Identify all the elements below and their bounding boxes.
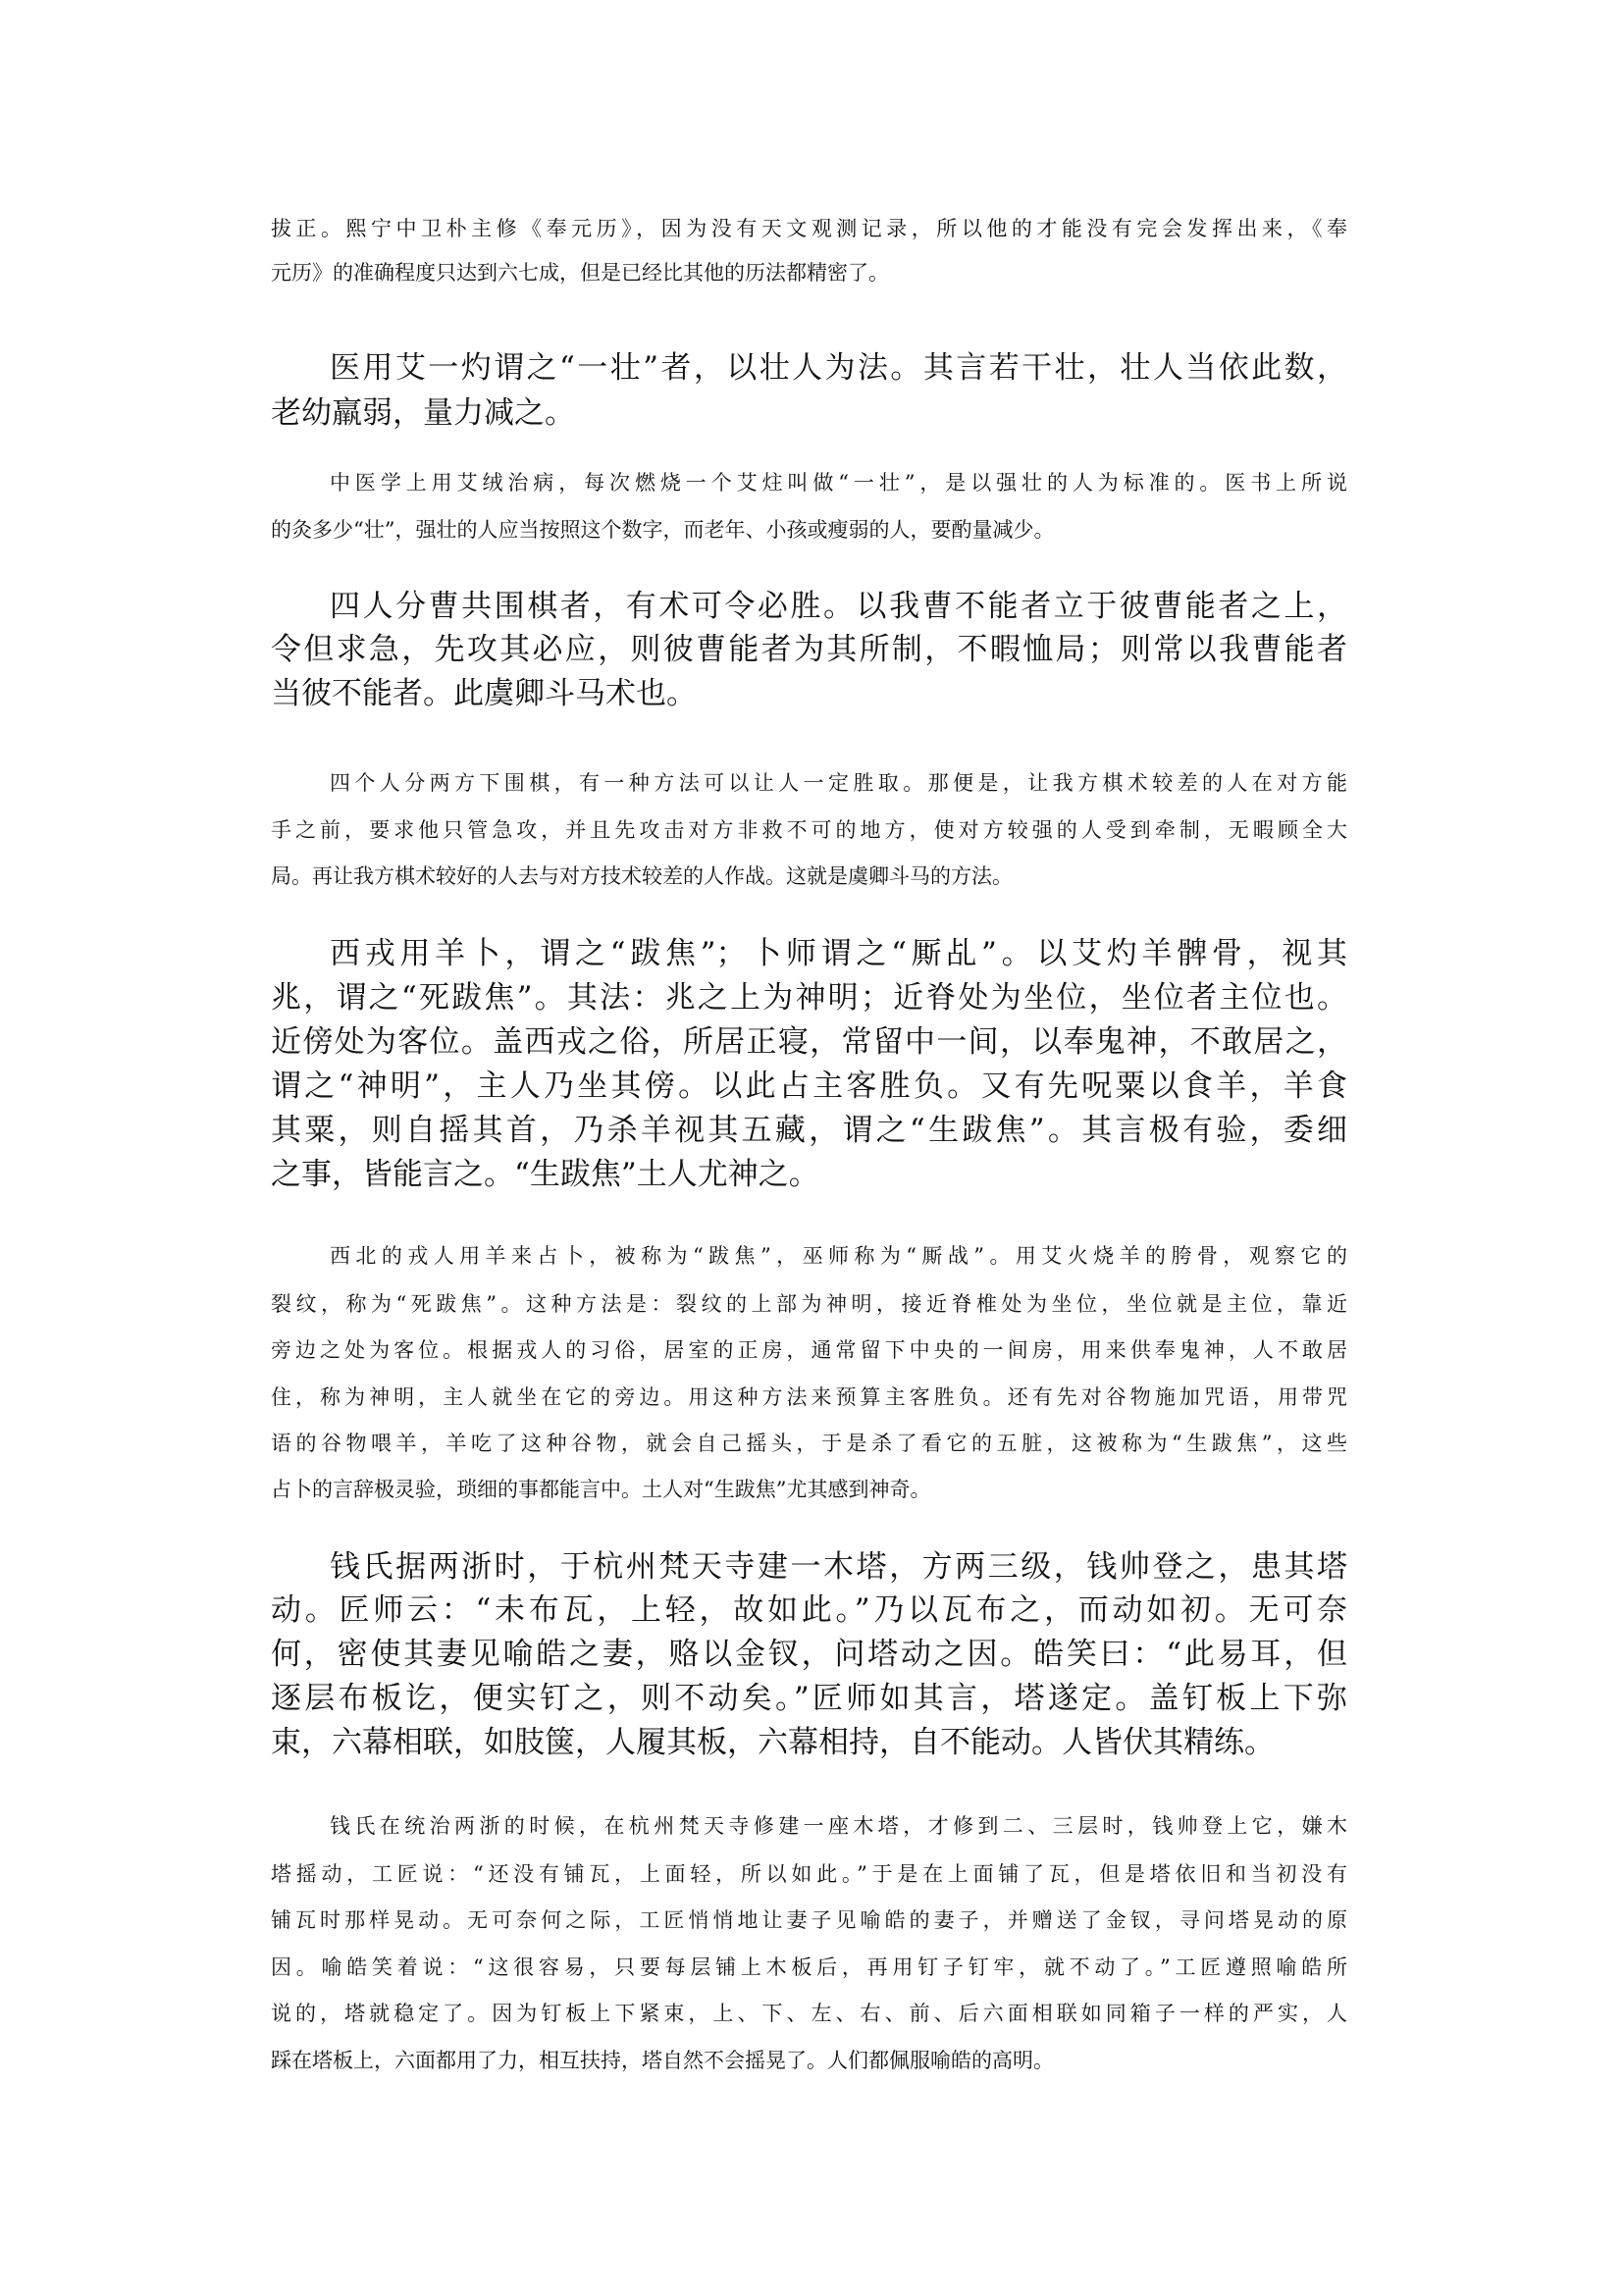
translation-text-line: 的灸多少“壮”，强壮的人应当按照这个数字，而老年、小孩或瘦弱的人，要酌量减少。: [271, 518, 1055, 542]
original-text-line: 西戎用羊卜，谓之“跋焦”；卜师谓之“厮乩”。以艾灼羊髀骨，视其: [330, 936, 1347, 971]
original-text-line: 何，密使其妻见喻皓之妻，赂以金钗，问塔动之因。皓笑曰：“此易耳，但: [271, 1637, 1347, 1672]
original-text-line: 令但求急，先攻其必应，则彼曹能者为其所制，不暇恤局；则常以我曹能者: [271, 632, 1347, 667]
original-text-line: 谓之“神明”，主人乃坐其傍。以此占主客胜负。又有先呪粟以食羊，羊食: [271, 1069, 1347, 1104]
original-text-line: 医用艾一灼谓之“一壮”者，以壮人为法。其言若干壮，壮人当依此数，: [330, 350, 1347, 386]
translation-text-line: 住，称为神明，主人就坐在它的旁边。用这种方法来预算主客胜负。还有先对谷物施加咒语，用带咒: [271, 1385, 1347, 1409]
original-text-line: 老幼羸弱，量力减之。: [271, 395, 575, 431]
translation-text-line: 塔摇动，工匠说：“还没有铺瓦，上面轻，所以如此。”于是在上面铺了瓦，但是塔依旧和当初没有: [271, 1862, 1347, 1886]
translation-text-line: 裂纹，称为“死跋焦”。这种方法是：裂纹的上部为神明，接近脊椎处为坐位，坐位就是主位，靠近: [271, 1292, 1347, 1316]
translation-text-line: 西北的戎人用羊来占卜，被称为“跋焦”，巫师称为“厮战”。用艾火烧羊的胯骨，观察它的: [330, 1244, 1347, 1268]
translation-text-line: 说的，塔就稳定了。因为钉板上下紧束，上、下、左、右、前、后六面相联如同箱子一样的严实，人: [271, 2002, 1347, 2025]
translation-text-line: 局。再让我方棋术较好的人去与对方技术较差的人作战。这就是虞卿斗马的方法。: [271, 864, 1013, 888]
translation-text-line: 语的谷物喂羊，羊吃了这种谷物，就会自己摇头，于是杀了看它的五脏，这被称为“生跋焦”，这些: [271, 1432, 1347, 1455]
translation-text-line: 旁边之处为客位。根据戎人的习俗，居室的正房，通常留下中央的一间房，用来供奉鬼神，人不敢居: [271, 1338, 1347, 1362]
translation-text-line: 中医学上用艾绒治病，每次燃烧一个艾炷叫做“一壮”，是以强壮的人为标准的。医书上所说: [330, 471, 1347, 495]
translation-text-line: 手之前，要求他只管急攻，并且先攻击对方非救不可的地方，使对方较强的人受到牵制，无暇顾全大: [271, 818, 1347, 842]
original-text-line: 束，六幕相联，如肢箧，人履其板，六幕相持，自不能动。人皆伏其精练。: [271, 1725, 1275, 1760]
translation-text-line: 占卜的言辞极灵验，琐细的事都能言中。土人对“生跋焦”尤其感到神奇。: [271, 1478, 931, 1501]
original-text-line: 兆，谓之“死跋焦”。其法：兆之上为神明；近脊处为坐位，坐位者主位也。: [271, 980, 1347, 1016]
original-text-line: 之事，皆能言之。“生跋焦”土人尤神之。: [271, 1157, 819, 1192]
translation-text-line: 铺瓦时那样晃动。无可奈何之际，工匠悄悄地让妻子见喻皓的妻子，并赠送了金钗，寻问塔晃动的原: [271, 1908, 1347, 1932]
translation-text-line: 因。喻皓笑着说：“这很容易，只要每层铺上木板后，再用钉子钉牢，就不动了。”工匠遵照喻皓所: [271, 1955, 1347, 1979]
original-text-line: 其粟，则自摇其首，乃杀羊视其五藏，谓之“生跋焦”。其言极有验，委细: [271, 1113, 1347, 1148]
original-text-line: 逐层布板讫，便实钉之，则不动矣。”匠师如其言，塔遂定。盖钉板上下弥: [271, 1681, 1347, 1716]
paragraph-line: 拔正。熙宁中卫朴主修《奉元历》，因为没有天文观测记录，所以他的才能没有完会发挥出来，《奉: [271, 217, 1347, 240]
translation-text-line: 四个人分两方下围棋，有一种方法可以让人一定胜取。那便是，让我方棋术较差的人在对方能: [330, 771, 1347, 795]
original-text-line: 当彼不能者。此虞卿斗马术也。: [271, 676, 697, 711]
paragraph-line: 元历》的准确程度只达到六七成，但是已经比其他的历法都精密了。: [271, 261, 889, 285]
original-text-line: 四人分曹共围棋者，有术可令必胜。以我曹不能者立于彼曹能者之上，: [330, 589, 1347, 624]
original-text-line: 钱氏据两浙时，于杭州梵天寺建一木塔，方两三级，钱帅登之，患其塔: [330, 1549, 1347, 1585]
translation-text-line: 踩在塔板上，六面都用了力，相互扶持，塔自然不会摇晃了。人们都佩服喻皓的高明。: [271, 2049, 1054, 2072]
original-text-line: 近傍处为客位。盖西戎之俗，所居正寝，常留中一间，以奉鬼神，不敢居之，: [271, 1024, 1347, 1060]
translation-text-line: 钱氏在统治两浙的时候，在杭州梵天寺修建一座木塔，才修到二、三层时，钱帅登上它，嫌木: [330, 1814, 1347, 1838]
original-text-line: 动。匠师云：“未布瓦，上轻，故如此。”乃以瓦布之，而动如初。无可奈: [271, 1592, 1347, 1628]
